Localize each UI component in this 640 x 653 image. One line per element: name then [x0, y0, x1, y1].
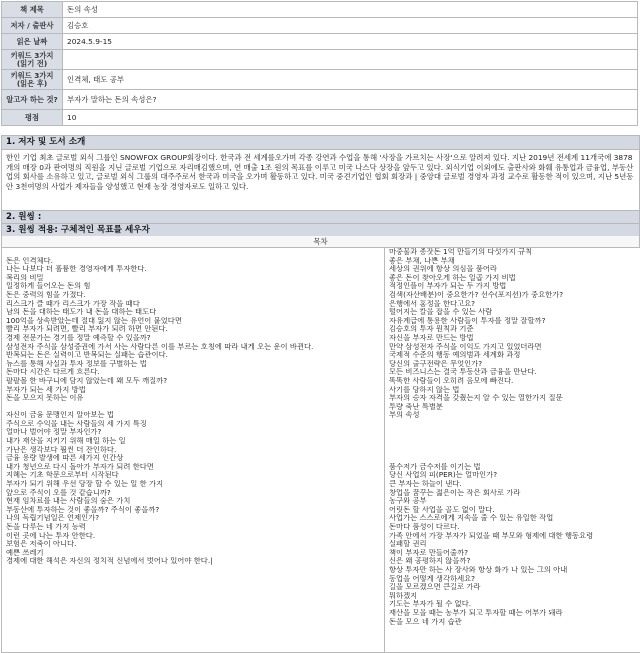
book-info-value: 돈의 속성 — [63, 2, 638, 18]
book-info-row — [2, 50, 638, 70]
toc-item: 자신을 부자로 만드는 방법 — [389, 333, 474, 342]
book-info-row — [2, 90, 638, 110]
toc-item: 100억을 상속받았는데 절대 잃지 않는 유언이 붙었다면 — [6, 316, 182, 325]
book-info-value: 부자가 말하는 돈의 속성은? — [63, 90, 638, 110]
book-info-label: 키워드 3가지 (읽기 전) — [2, 50, 63, 70]
toc-item: 만약 삼성전자 주식을 이익도 가지고 있었더라면 — [389, 342, 542, 351]
toc-header: 목차 — [1, 236, 640, 248]
toc-item: 현재 임차료를 내는 사람들의 숨은 가치 — [6, 497, 131, 506]
toc-item: 당신의 출구전략은 무엇인가? — [389, 359, 483, 368]
toc-item: 앞으로 주식이 오를 것 같습니까? — [6, 488, 111, 497]
toc-item: 자유계급에 통용한 사람들이 투자를 정말 잘할까? — [389, 316, 546, 325]
toc-item: 창업을 꿈꾸는 젊은이는 작은 회사로 가라 — [389, 488, 521, 497]
toc-item: 보험은 저축이 아니다. — [6, 540, 77, 549]
toc-item: 김승호의 투자 원칙과 기준 — [389, 325, 474, 334]
toc-item: 지혜는 기초 학문으로부터 시작된다 — [6, 471, 119, 480]
book-info-row — [2, 34, 638, 50]
toc-item: 동업을 어떻게 생각하세요? — [389, 574, 476, 583]
toc-item: 책이 부자로 만들어줄까? — [389, 548, 468, 557]
toc-item — [385, 437, 640, 446]
toc-item: 내가 재산을 지키기 위해 매일 하는 일 — [6, 437, 126, 446]
toc-item: 리스크가 클 때가 리스크가 가장 작을 때다 — [6, 299, 140, 308]
book-info-value: 10 — [63, 110, 638, 126]
toc-item: 실패할 권리 — [389, 540, 427, 549]
toc-item — [2, 403, 384, 412]
book-info-row — [2, 110, 638, 126]
book-info-label: 알고자 하는 것? — [2, 90, 63, 110]
toc-item — [385, 454, 640, 463]
book-info-label: 저자 / 출판사 — [2, 18, 63, 34]
toc-item: 좋은 돈이 찾아오게 하는 일곱 가지 비법 — [389, 273, 516, 282]
toc-item: 남의 돈을 대하는 태도가 내 돈을 대하는 태도다 — [6, 308, 157, 317]
toc-item: 빨리 부자가 되려면, 빨리 부자가 되려 하면 안된다. — [6, 325, 168, 334]
toc-left-column — [1, 248, 385, 653]
toc-item: 큰 부자는 하늘이 낸다. — [389, 480, 462, 489]
toc-item: 경제에 대한 해석은 자신의 정치적 신념에서 벗어나 있어야 한다.| — [6, 557, 213, 566]
toc-item: 재산을 모을 때는 농부가 되고 투자할 때는 어부가 돼라 — [389, 608, 563, 617]
book-info-value: 인격체, 태도 공부 — [63, 70, 638, 90]
toc-item: 부동산에 투자하는 것이 좋을까? 주식이 좋을까? — [6, 505, 160, 514]
toc-item: 투량 축난 특별분 — [389, 402, 443, 411]
book-info-value — [63, 50, 638, 70]
toc-item: 부자가 되기 위해 우선 당장 할 수 있는 일 한 가지 — [6, 480, 164, 489]
toc-item: 모든 비즈니스는 결국 투동산과 금융을 만난다. — [389, 368, 537, 377]
toc-item: 자신이 금융 문맹인지 알아보는 법 — [6, 411, 114, 420]
book-info-value: 김승호 — [63, 18, 638, 34]
book-info-table — [1, 1, 638, 126]
toc-item — [385, 420, 640, 429]
toc-item: 길을 모르겠으면 큰길로 가라 — [389, 583, 481, 592]
toc-item: 돈은 인격체다. — [6, 256, 53, 265]
book-info-value: 2024.5.9-15 — [63, 34, 638, 50]
toc-item: 내가 청년으로 다시 돌아가 부자가 되려 한다면 — [6, 462, 154, 471]
toc-item — [385, 428, 640, 437]
toc-item: 사기를 당하지 않는 법 — [389, 385, 460, 394]
toc-item: 항상 투자만 하는 사 장사와 항상 화가 나 있는 그의 아내 — [389, 565, 568, 574]
toc-item: 품수저가 금수저를 이기는 법 — [389, 462, 481, 471]
toc-item: 예쁜 쓰레기 — [6, 548, 44, 557]
toc-item: 돈을 모으지 못하는 이유 — [6, 394, 84, 403]
toc-item: 당신 사업의 피(PER)는 얼마인가? — [389, 471, 498, 480]
section-one-thing-apply-header: 3. 원씽 적용: 구체적인 목표를 세우자 — [1, 223, 640, 238]
toc-item: 이런 곳에 나는 투자 안한다. — [6, 531, 96, 540]
toc-item: 돈마다 시간은 다르게 흐른다. — [6, 368, 100, 377]
author-intro-text: 한인 기업 최초 글로벌 외식 그룹인 SNOWFOX GROUP회장이다. 한국과 전 세계를오가며 각종 강연과 수업을 통해 '사장을 가르치는 사장'으로 알려져 있다. 지난 2019년 전세계 11개국에 3878개의 매장 0과 판여명의 직원을 지닌 글로벌 기업으로 자리매김했으며, 연 매출 1조 원의 목표를 이루고 미국 나스닥 상장을 앞두고 있다. 외식기업 이외에도 출판사와 화훼 유통업과 금융업, 부동산업의 회사를 소유하고 있고, 글로벌 외식 그룹의 대주주로서 한국과 미국을 오가며 활동하고 있다. 미국 중견기업인 협회 회장과 | 중앙대 글로벌 경영자 과정 교수로 활동한 적이 있으며, 지난 5년동안 3천여명의 사업가 제자들을 양성했고 현재 농장 경영자로도 일하고 있다. — [1, 149, 640, 218]
toc-item: 부의 속성 — [389, 411, 420, 420]
toc-item: 마중물과 종잣돈 1억 만들기의 다섯가지 규칙 — [389, 248, 533, 256]
book-info-label: 평점 — [2, 110, 63, 126]
toc-item: 돈을 다루는 네 가지 능력 — [6, 523, 86, 531]
toc-item: 가족 안에서 가장 부자가 되었을 때 부모와 형제에 대한 행동요령 — [389, 531, 594, 540]
toc-item: 돈마다 품성이 다르다. — [389, 523, 460, 531]
toc-item: 삼성전자 주식을 삼성증권에 가서 사는 사람다른 이를 부르는 호칭에 따라 내게 오는 운이 바뀐다. — [6, 342, 314, 351]
book-info-label: 책 제목 — [2, 2, 63, 18]
toc-item: 적정인플이 부자가 되는 두 가지 방법 — [389, 282, 507, 291]
toc-item: 돈은 중력의 힘을 가졌다. — [6, 290, 86, 299]
book-info-row — [2, 70, 638, 90]
toc-item: 신은 왜 공평하지 않을까? — [389, 557, 471, 566]
toc-item: 가난은 생각보다 훨씬 더 잔인하다. — [6, 445, 117, 454]
toc-item: 사업가는 스스로에게 지속을 줄 수 있는 유일한 작업 — [389, 514, 554, 523]
toc-item: 주식으로 수익을 내는 사람들의 세 가지 특징 — [6, 419, 147, 428]
toc-item: 국제적 수준의 행동 예의범과 세계화 과정 — [389, 351, 521, 360]
toc-item: 부자의 승자 자격을 갖췄는지 알 수 있는 열한가지 질문 — [389, 394, 563, 403]
book-info-row — [2, 2, 638, 18]
toc-item: 얼마나 벌어야 정말 부자인가? — [6, 428, 102, 437]
toc-item: 어릿돈 할 사업을 골도 없이 말다. — [389, 505, 495, 514]
toc-item: 떨어지는 칼을 잡을 수 있는 사람 — [389, 308, 493, 317]
toc-item: 팔팔볼 한 바구니에 담지 않았는데 왜 모두 깨질까? — [6, 376, 168, 385]
toc-item: 좋은 부채, 나쁜 부채 — [389, 256, 455, 265]
toc-item: 나는 나보다 더 훌륭한 경영자에게 투자한다. — [6, 265, 147, 274]
section-one-thing-header: 2. 원씽 : — [1, 210, 640, 225]
toc-item: 세상의 권위에 항상 의심을 품어라 — [389, 265, 497, 274]
book-info-label: 키워드 3가지 (읽은 후) — [2, 70, 63, 90]
toc-item: 뉴스를 통해 사실과 투자 정보를 구별하는 법 — [6, 359, 147, 368]
toc-item: 금융 용량 발생에 따른 세가지 인간상 — [6, 454, 124, 463]
toc-item: 반복되는 돈은 실력이고 반복되는 실패는 습관이다. — [6, 351, 168, 360]
toc-item: 나의 독립기념일은 언제인가? — [6, 514, 100, 523]
toc-item: 복리의 비밀 — [6, 273, 44, 282]
toc-item: 일정하게 들어오는 돈의 힘 — [6, 282, 91, 291]
toc-item: 돈을 모으 네 가지 습관 — [389, 617, 462, 626]
toc-item: 경제 전문가는 경기를 정말 예측할 수 있을까? — [6, 333, 151, 342]
toc-item — [385, 446, 640, 455]
section-author-intro-header: 1. 저자 및 도서 소개 — [1, 135, 640, 150]
toc-item: 부자가 되는 세 가지 방법 — [6, 385, 86, 394]
toc-item: 은행에서 홍정을 한다고요? — [389, 299, 476, 308]
toc-item: 똑똑한 사람들이 오히려 음모에 빠진다. — [389, 376, 514, 385]
toc-item — [2, 248, 384, 257]
toc-right-column — [384, 248, 640, 653]
toc-item: 농구와 공부 — [389, 497, 427, 506]
book-info-label: 읽은 날짜 — [2, 34, 63, 50]
book-info-row — [2, 18, 638, 34]
toc-item: 뭐하겠지 — [389, 591, 418, 600]
toc-item: 기도는 부자가 될 수 없다. — [389, 600, 472, 609]
toc-item: 검색(자산배분)이 중요한가? 선수(포지션)가 중요한가? — [389, 290, 564, 299]
